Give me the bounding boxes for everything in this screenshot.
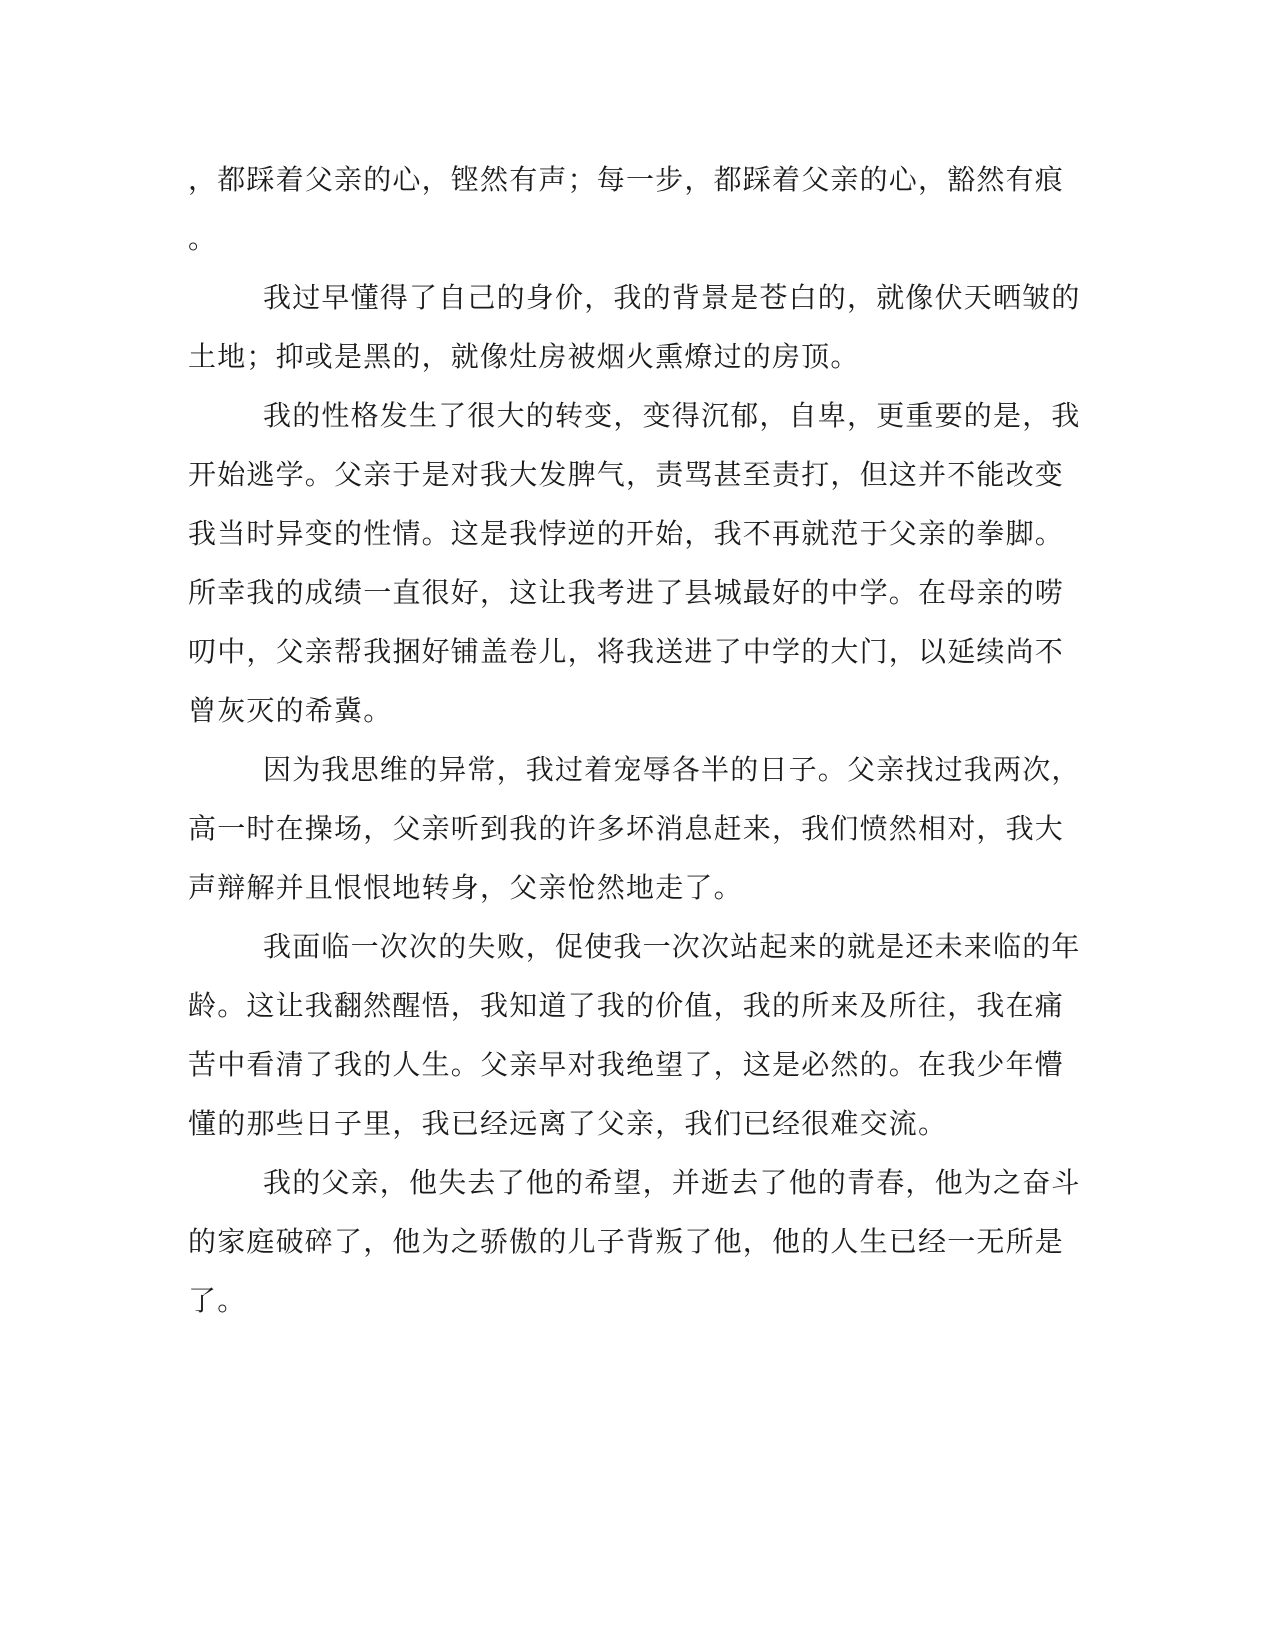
text-line: 高一时在操场，父亲听到我的许多坏消息赶来，我们愤然相对，我大 (188, 812, 1065, 845)
text-line: 所幸我的成绩一直很好，这让我考进了县城最好的中学。在母亲的唠 (188, 576, 1065, 609)
text-line: 开始逃学。父亲于是对我大发脾气，责骂甚至责打，但这并不能改变 (188, 458, 1065, 491)
paragraph-first-line: 因为我思维的异常，我过着宠辱各半的日子。父亲找过我两次， (263, 753, 1081, 786)
text-line: 我当时异变的性情。这是我悖逆的开始，我不再就范于父亲的拳脚。 (188, 517, 1065, 550)
text-line: 苦中看清了我的人生。父亲早对我绝望了，这是必然的。在我少年懵 (188, 1048, 1065, 1081)
paragraph-first-line: 我过早懂得了自己的身价，我的背景是苍白的，就像伏天晒皱的 (263, 281, 1081, 314)
text-line: 懂的那些日子里，我已经远离了父亲，我们已经很难交流。 (188, 1107, 948, 1140)
text-line: 土地；抑或是黑的，就像灶房被烟火熏燎过的房顶。 (188, 340, 860, 373)
text-line: 叨中，父亲帮我捆好铺盖卷儿，将我送进了中学的大门，以延续尚不 (188, 635, 1065, 668)
text-line: 曾灰灭的希冀。 (188, 694, 393, 727)
paragraph-first-line: 我面临一次次的失败，促使我一次次站起来的就是还未来临的年 (263, 930, 1081, 963)
text-line: 龄。这让我翻然醒悟，我知道了我的价值，我的所来及所往，我在痛 (188, 989, 1065, 1022)
text-line: 。 (188, 222, 218, 255)
text-line: 了。 (188, 1284, 247, 1317)
paragraph-first-line: 我的父亲，他失去了他的希望，并逝去了他的青春，他为之奋斗 (263, 1166, 1081, 1199)
paragraph-first-line: 我的性格发生了很大的转变，变得沉郁，自卑，更重要的是，我 (263, 399, 1081, 432)
text-line: 的家庭破碎了，他为之骄傲的儿子背叛了他，他的人生已经一无所是 (188, 1225, 1065, 1258)
text-line: ，都踩着父亲的心，铿然有声；每一步，都踩着父亲的心，豁然有痕 (188, 163, 1065, 196)
text-line: 声辩解并且恨恨地转身，父亲怆然地走了。 (188, 871, 743, 904)
